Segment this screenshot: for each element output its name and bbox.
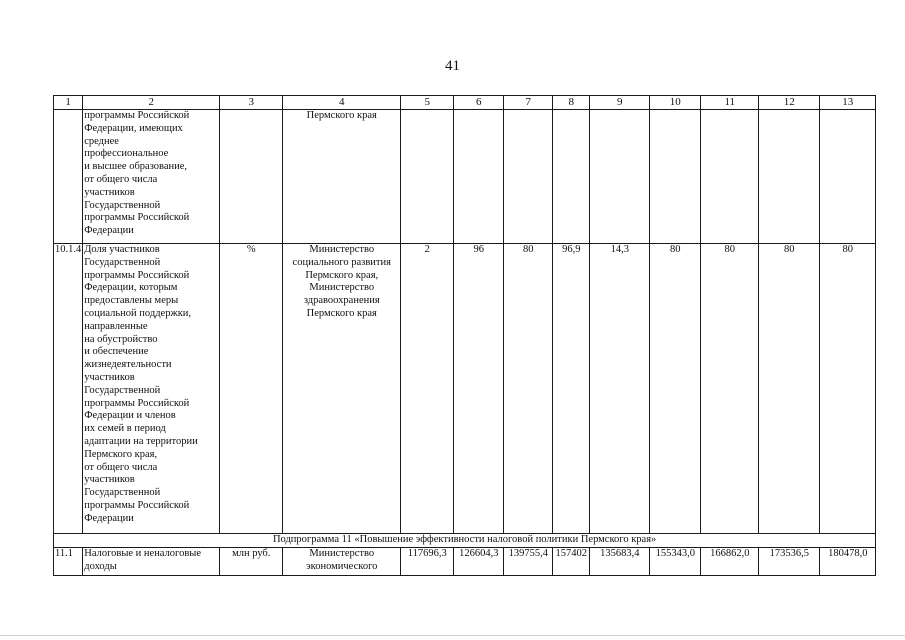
name-line: от общего числа [84,461,158,473]
indicator-name-cell [83,110,220,244]
header-cell: 12 [759,96,820,110]
page-number: 41 [445,58,460,74]
name-line: Государственной [84,487,161,499]
value-cell: 80 [650,244,701,534]
row-code-cell: 11.1 [54,548,83,576]
subprogram-row [54,534,876,548]
table-row-11-1 [54,548,876,576]
value-cell [759,110,820,244]
name-line: Федерации [84,225,134,237]
name-line: их семей в период [84,423,166,435]
value-cell: 80 [504,244,553,534]
header-cell: 8 [553,96,590,110]
value-cell [454,110,504,244]
name-line: программы Российской [84,269,190,281]
header-cell: 10 [650,96,701,110]
header-cell: 6 [454,96,504,110]
value-cell: 80 [701,244,759,534]
value-cell: 157402 [553,548,590,576]
name-line: и высшее образование, [84,161,188,173]
executor-line: Министерство [309,282,375,294]
page-edge-divider [0,635,905,636]
unit-cell: млн руб. [220,548,283,576]
value-cell: 80 [820,244,876,534]
value-cell: 14,3 [590,244,650,534]
table-row-10-1-4 [54,244,876,534]
name-line: жизнедеятельности [84,359,172,371]
subprogram-title: Подпрограмма 11 «Повышение эффективности налоговой политики Пермского края» [54,534,876,548]
header-cell: 11 [701,96,759,110]
value-cell: 80 [759,244,820,534]
name-line: Государственной [84,199,161,211]
name-line: профессиональное [84,148,169,160]
executor-line: социального развития [292,256,391,268]
name-line: и обеспечение [84,346,149,358]
indicator-name-cell [83,244,220,534]
row-code-cell [54,110,83,244]
executor-cell [283,548,401,576]
indicator-name-cell [83,548,220,576]
name-line: предоставлены меры [84,295,179,307]
name-line: на обустройство [84,333,158,345]
header-cell: 9 [590,96,650,110]
name-line: программы Российской [84,397,190,409]
name-line: программы Российской [84,110,190,121]
header-cell: 5 [401,96,454,110]
value-cell: 155343,0 [650,548,701,576]
unit-cell: % [220,244,283,534]
executor-cell [283,244,401,534]
name-line: Государственной [84,384,161,396]
value-cell [650,110,701,244]
value-cell: 180478,0 [820,548,876,576]
executor-line: Пермского края, [305,269,379,281]
name-line: программы Российской [84,212,190,224]
name-line: участников [84,371,135,383]
executor-line: экономического [306,560,378,572]
name-line: доходы [84,560,117,572]
value-cell [701,110,759,244]
header-cell: 3 [220,96,283,110]
name-line: Налоговые и неналоговые [84,548,202,559]
name-line: Федерации и членов [84,410,176,422]
executor-line: здравоохранения [303,295,380,307]
executor-line: Пермского края [306,307,377,319]
name-line: Государственной [84,256,161,268]
name-line: Федерации, имеющих [84,122,183,134]
header-cell: 13 [820,96,876,110]
value-cell: 2 [401,244,454,534]
value-cell [504,110,553,244]
name-line: участников [84,186,135,198]
value-cell [590,110,650,244]
indicators-table [53,95,876,576]
header-cell: 4 [283,96,401,110]
name-line: социальной поддержки, [84,307,192,319]
value-cell: 139755,4 [504,548,553,576]
executor-line: Пермского края [306,110,377,121]
value-cell [401,110,454,244]
value-cell [820,110,876,244]
value-cell: 135683,4 [590,548,650,576]
name-line: участников [84,474,135,486]
name-line: Федерации [84,512,134,524]
executor-line: Министерство [309,548,375,559]
value-cell: 166862,0 [701,548,759,576]
value-cell: 96,9 [553,244,590,534]
executor-cell [283,110,401,244]
name-line: от общего числа [84,173,158,185]
value-cell: 96 [454,244,504,534]
header-cell: 2 [83,96,220,110]
table-row-continued [54,110,876,244]
table-header-row [54,96,876,110]
row-code-cell: 10.1.4 [54,244,83,534]
name-line: Доля участников [84,244,160,255]
header-cell: 7 [504,96,553,110]
name-line: адаптации на территории [84,435,198,447]
name-line: направленные [84,320,148,332]
value-cell: 173536,5 [759,548,820,576]
name-line: среднее [84,135,119,147]
name-line: Пермского края, [84,448,158,460]
value-cell: 126604,3 [454,548,504,576]
unit-cell [220,110,283,244]
value-cell: 117696,3 [401,548,454,576]
name-line: Федерации, которым [84,282,178,294]
header-cell: 1 [54,96,83,110]
value-cell [553,110,590,244]
name-line: программы Российской [84,499,190,511]
executor-line: Министерство [309,244,375,255]
